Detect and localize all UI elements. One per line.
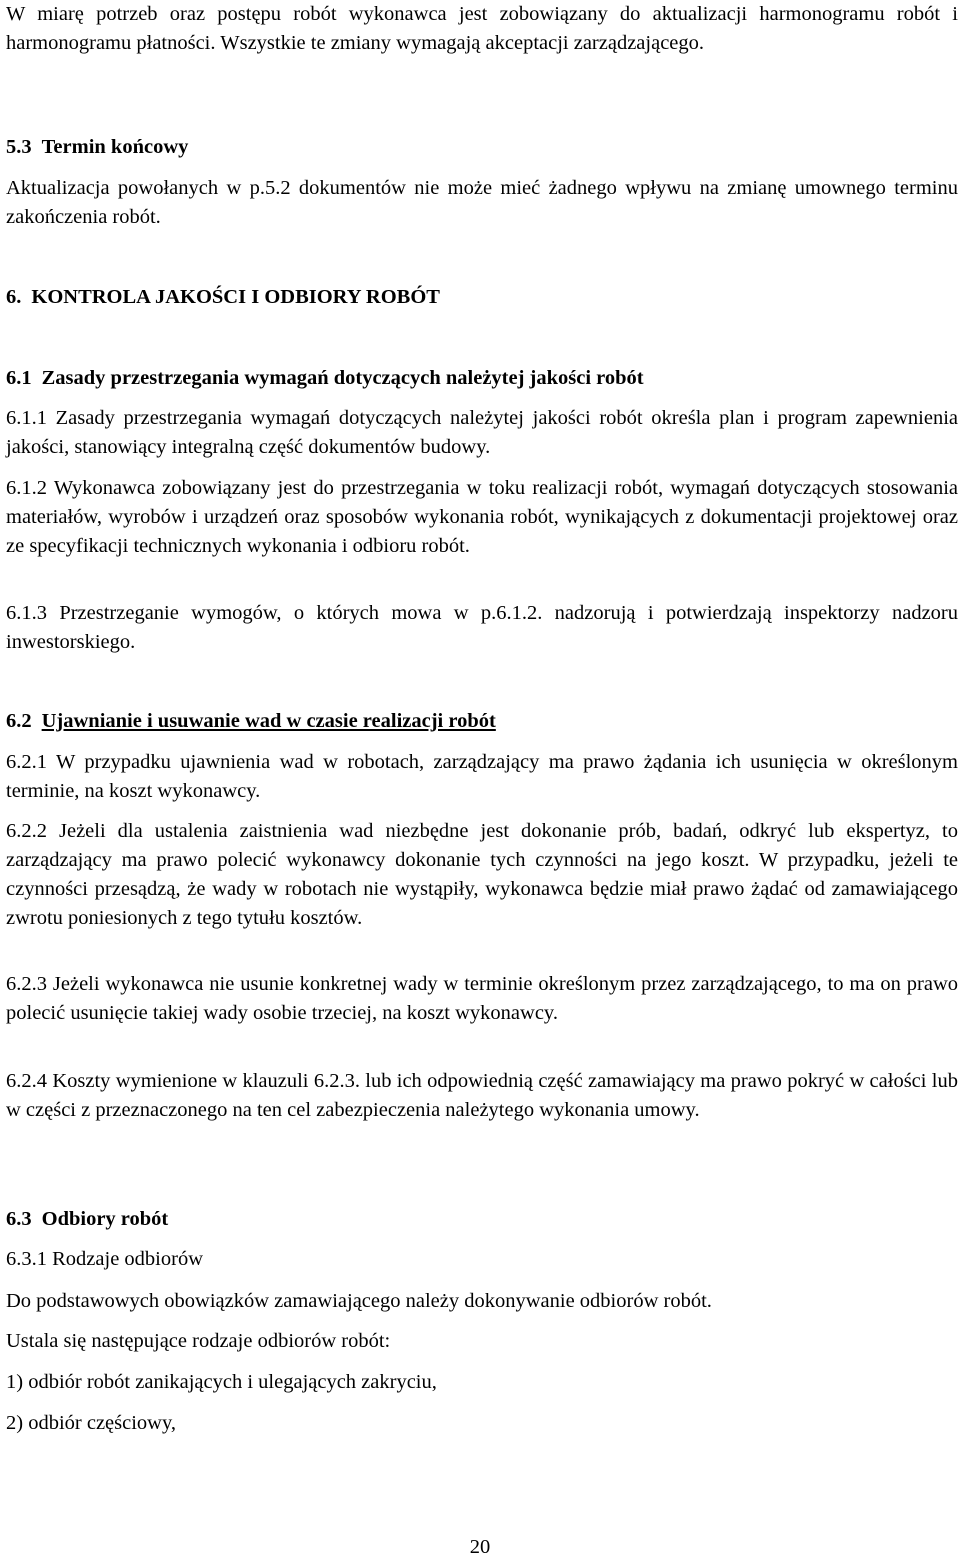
paragraph-6-1-3: 6.1.3 Przestrzeganie wymogów, o których mowa w p.6.1.2. nadzorują i potwierdzają inspektorzy nadzoru inwestorskiego. xyxy=(6,602,958,653)
paragraph-6-3-1: 6.3.1 Rodzaje odbiorów xyxy=(6,1248,203,1270)
heading-text: Zasady przestrzegania wymagań dotyczących należytej jakości robót xyxy=(41,367,644,389)
heading-number: 6.1 xyxy=(6,367,32,389)
heading-text: Ujawnianie i usuwanie wad w czasie realizacji robót xyxy=(41,710,496,732)
heading-text: KONTROLA JAKOŚCI I ODBIORY ROBÓT xyxy=(31,286,440,308)
heading-6-1 xyxy=(6,364,644,393)
paragraph-duty: Do podstawowych obowiązków zamawiającego należy dokonywanie odbiorów robót. xyxy=(6,1290,712,1312)
page-number: 20 xyxy=(469,1536,491,1558)
heading-text: Termin końcowy xyxy=(41,136,189,158)
heading-6 xyxy=(6,283,440,312)
list-item-2: 2) odbiór częściowy, xyxy=(6,1412,177,1434)
paragraph-6-2-4: 6.2.4 Koszty wymienione w klauzuli 6.2.3. lub ich odpowiednią część zamawiający ma prawo pokryć w całości lub w części z przeznaczonego na ten cel zabezpieczenia należytego wykonania umowy. xyxy=(6,1070,958,1121)
paragraph-6-2-1: 6.2.1 W przypadku ujawnienia wad w robotach, zarządzający ma prawo żądania ich usunięcia w określonym terminie, na koszt wykonawcy. xyxy=(6,751,958,802)
heading-6-3 xyxy=(6,1205,168,1234)
heading-text: Odbiory robót xyxy=(41,1208,169,1230)
paragraph-6-2-3: 6.2.3 Jeżeli wykonawca nie usunie konkretnej wady w terminie określonym przez zarządzającego, to ma on prawo polecić usunięcie takiej wady osobie trzeciej, na koszt wykonawcy. xyxy=(6,973,958,1024)
paragraph-types: Ustala się następujące rodzaje odbiorów robót: xyxy=(6,1330,391,1352)
heading-5-3 xyxy=(6,133,188,162)
paragraph-intro: W miarę potrzeb oraz postępu robót wykonawca jest zobowiązany do aktualizacji harmonogramu robót i harmonogramu płatności. Wszystkie te zmiany wymagają akceptacji zarządzającego. xyxy=(6,3,958,54)
paragraph-6-1-2: 6.1.2 Wykonawca zobowiązany jest do przestrzegania w toku realizacji robót, wymagań dotyczących stosowania materiałów, wyrobów i urządzeń oraz sposobów wykonania robót, wynikających z dokumentacji projektowej oraz ze specyfikacji technicznych wykonania i odbioru robót. xyxy=(6,477,958,557)
heading-6-2 xyxy=(6,707,496,736)
paragraph-6-1-1: 6.1.1 Zasady przestrzegania wymagań dotyczących należytej jakości robót określa plan i program zapewnienia jakości, stanowiący integralną część dokumentów budowy. xyxy=(6,407,958,458)
paragraph-5-3: Aktualizacja powołanych w p.5.2 dokumentów nie może mieć żadnego wpływu na zmianę umownego terminu zakończenia robót. xyxy=(6,177,958,228)
list-item-1: 1) odbiór robót zanikających i ulegających zakryciu, xyxy=(6,1371,437,1393)
heading-number: 6. xyxy=(6,286,22,308)
heading-number: 5.3 xyxy=(6,136,32,158)
heading-number: 6.2 xyxy=(6,710,32,732)
heading-number: 6.3 xyxy=(6,1208,32,1230)
paragraph-6-2-2: 6.2.2 Jeżeli dla ustalenia zaistnienia wad niezbędne jest dokonanie prób, badań, odkryć lub ekspertyz, to zarządzający ma prawo polecić wykonawcy dokonanie tych czynności na jego koszt. W przypadku, jeżeli te czynności przesądzą, że wady w robotach nie wystąpiły, wykonawca będzie miał prawo żądać od zamawiającego zwrotu poniesionych z tego tytułu kosztów. xyxy=(6,820,958,929)
